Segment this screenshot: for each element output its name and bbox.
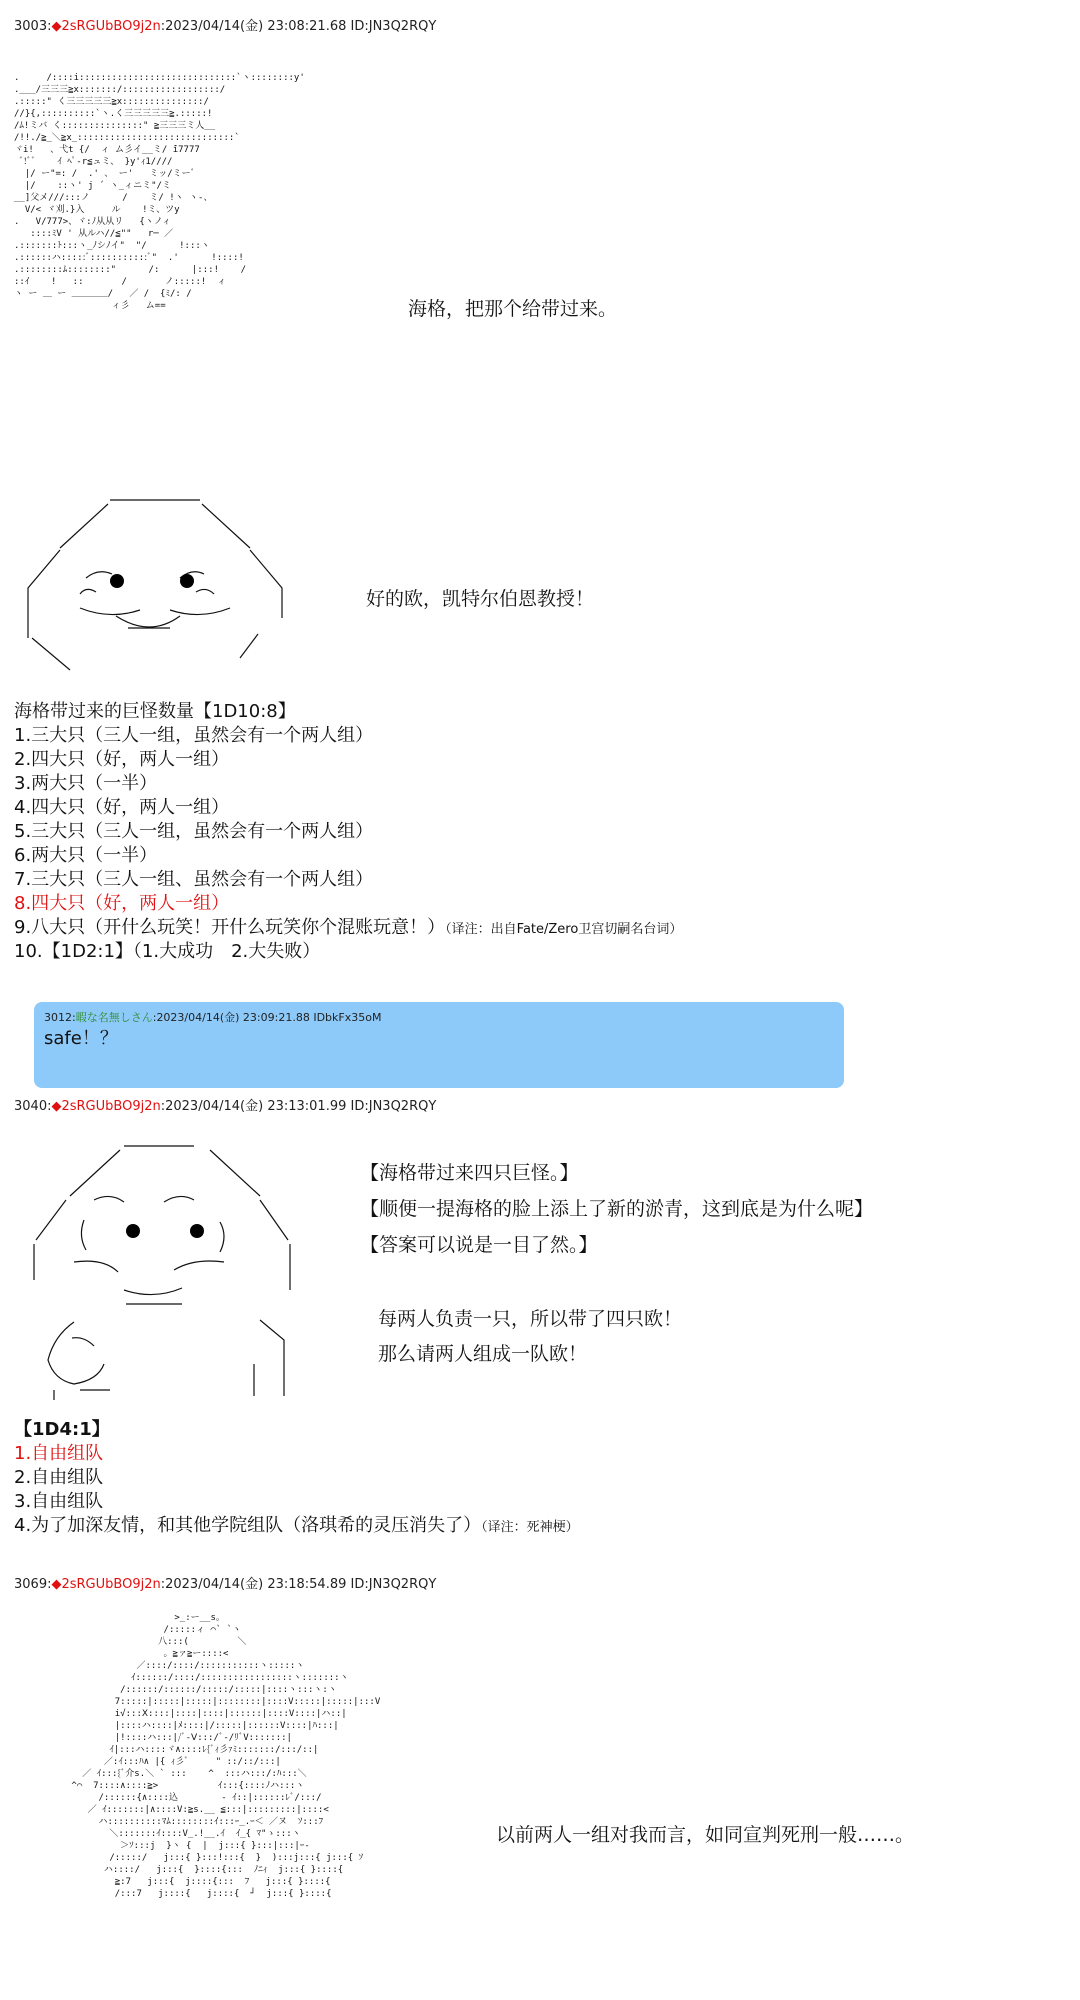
list-item: 6.两大只（一半） — [14, 845, 158, 866]
reply-id[interactable]: IDbkFx35oM — [313, 1011, 382, 1024]
post-number[interactable]: 3069 — [14, 1577, 48, 1592]
trip-diamond-icon: ◆ — [51, 1099, 62, 1114]
post-datetime: 2023/04/14(金) 23:08:21.68 — [165, 19, 347, 34]
narration-caption: 【答案可以说是一目了然。】 — [360, 1234, 598, 1256]
list-item: 5.三大只（三人一组，虽然会有一个两人组） — [14, 821, 374, 842]
post-number[interactable]: 3040 — [14, 1099, 48, 1114]
poster-id[interactable]: ID:JN3Q2RQY — [350, 19, 437, 34]
trip-diamond-icon: ◆ — [51, 1577, 62, 1592]
reply-name: 暇な名無しさん — [75, 1011, 153, 1024]
dice-result: 【1D4:1】 — [14, 1419, 110, 1440]
post-header: 3003:◆2sRGUbBO9j2n:2023/04/14(金) 23:08:21.68 ID:JN3Q2RQY — [14, 19, 437, 34]
dice-option-list — [14, 700, 682, 964]
face-ascii-art — [20, 488, 290, 678]
reply-post — [34, 1002, 844, 1088]
poster-name: 2sRGUbBO9j2n — [61, 1099, 161, 1114]
post-header: 3040:◆2sRGUbBO9j2n:2023/04/14(金) 23:13:01.99 ID:JN3Q2RQY — [14, 1099, 437, 1114]
reply-datetime: 2023/04/14(金) 23:09:21.88 — [156, 1011, 310, 1024]
list-item: 10.【1D2:1】（1.大成功 2.大失败） — [14, 941, 321, 962]
dialogue-caption: 每两人负责一只，所以带了四只欧！ — [378, 1308, 683, 1330]
list-item-text: 9.八大只（开什么玩笑！开什么玩笑你个混账玩意！） — [14, 917, 446, 938]
eye-icon — [190, 1224, 204, 1238]
list-item: 1.三大只（三人一组，虽然会有一个两人组） — [14, 725, 374, 746]
dialogue-caption: 好的欧，凯特尔伯恩教授！ — [366, 588, 595, 610]
reply-number[interactable]: 3012 — [44, 1011, 72, 1024]
poster-name: 2sRGUbBO9j2n — [61, 1577, 161, 1592]
poster-id[interactable]: ID:JN3Q2RQY — [350, 1099, 437, 1114]
post-number[interactable]: 3003 — [14, 19, 48, 34]
reply-body: safe！？ — [44, 1028, 118, 1049]
ascii-art-figure: >_:ー__s。 /:::::ィ ⌒` `ヽ 八:::( ＼ 。≧ァ≧ー::::< ／::::/::::/:::::::::::ヽ:::::ヽ ｲ::::::/::::/:::::::::::::::::ヽ:::::::ヽ /::::::/::::::/:::::/:::::|::::ヽ:::ヽ:ヽ 7:::::|:::::|:::::|::::::::|::::V:::::|:::::|:::V i√:::Ⅹ::::|::::|::::|::::::|::::V::::|ハ::| |::::ハ::::|ﾒ::::|/:::::|::::::V::::|ﾊ:::| |!::::ハ:::|/ﾞ‐Ⅴ:::/ﾞ‐/ﾘﾞV:::::::| ｲ|:::ハ::::ヾ∧::::ﾚ{ﾞｨ彡ｧﾐ:::::::/:::/::| ／:ｲ:::ﾊ∧ |{ ｨ彡ﾞ " ::/::/:::| ／ ｲ:::{ﾞ介s.＼ ` ::: ^ :::ハ:::/:ﾊ:::＼ ^⌒ 7::::∧::::≧> ｲ:::{::::ﾉハ:::ヽ /::::::{∧::::込 ‐ ｲ::|::::::ﾚﾞ/:::/ ／ ｲ:::::::|∧::::V:≧s.__ ≦:::|:::::::::|::::< ハ::::::::::ﾏﾑ::::::::ｲ:::ｰ_.ｰ＜ ／ヌ ｿ:::ﾌ ＼:::::::ｲ::::V_.!__.ｲ ｲ_{ ﾏ"ゝ:::ヽ ＞ｿ:::j }ヽ { | j:::{ }:::|:::|ｰ- /:::::/ j:::{ }:::!:::{ } ):::j:::{ j:::{ ｿ ハ::::/ j:::{ }::::{::: ﾉﾆｨ j:::{ }::::{ ≧:7 j:::{ j::::{::: ﾌ j:::{ }::::{ /:::7 j::::{ j::::{ ┘ j:::{ }::::{ — [71, 1613, 381, 1899]
list-item: 海格带过来的巨怪数量【1D10:8】 — [14, 701, 296, 722]
narration-caption: 【顺便一提海格的脸上添上了新的淤青，这到底是为什么呢】 — [360, 1198, 874, 1220]
post-header: 3069:◆2sRGUbBO9j2n:2023/04/14(金) 23:18:54.89 ID:JN3Q2RQY — [14, 1577, 437, 1592]
list-item: 3.自由组队 — [14, 1491, 104, 1512]
list-item — [14, 916, 682, 940]
eye-icon — [126, 1224, 140, 1238]
dialogue-caption: 那么请两人组成一队欧！ — [378, 1343, 588, 1365]
list-item-selected: 1.自由组队 — [14, 1443, 104, 1464]
list-item: 2.四大只（好，两人一组） — [14, 749, 230, 770]
list-item — [14, 1514, 579, 1538]
translator-note: （译注：出自Fate/Zero卫宫切嗣名台词） — [445, 922, 683, 937]
poster-id[interactable]: ID:JN3Q2RQY — [350, 1577, 437, 1592]
dialogue-caption: 以前两人一组对我而言，如同宣判死刑一般……。 — [496, 1824, 915, 1846]
list-item: 2.自由组队 — [14, 1467, 104, 1488]
eye-icon — [110, 574, 124, 588]
list-item: 7.三大只（三人一组、虽然会有一个两人组） — [14, 869, 374, 890]
post-datetime: 2023/04/14(金) 23:18:54.89 — [165, 1577, 347, 1592]
list-item: 4.四大只（好，两人一组） — [14, 797, 230, 818]
post-datetime: 2023/04/14(金) 23:13:01.99 — [165, 1099, 347, 1114]
dialogue-caption: 海格，把那个给带过来。 — [408, 298, 618, 320]
narration-caption: 【海格带过来四只巨怪。】 — [360, 1162, 579, 1184]
ascii-art-figure: . /::::i:::::::::::::::::::::::::::::`ヽ::::::::y' .___/三三三≧x:::::::/::::::::::::::::::/ .:::::" く三三三三三≧x:::::::::::::::/ //}{,::::::::::`ヽ.く三三三三三≧.:::::! /ﾑ!ミバ く:::::::::::::::" ≧三三三ミ人__ /!!./≧_＼≧x_:::::::::::::::::::::::::::::` ヾi! 、弋t {/ ィ ム彡イ__ミ/ ̄i7777 ﾞ!ﾞﾞ ｲ ﾍﾟ‐r≦ュミ、 }y'ｨ1//// |/ ー"=: / .' 、 ー' ミッ/ミーﾞ |/ ::ヽ' j ´ ヽ_ィニミ"/ミ __]父メ///:::ノ / ミ/ !ヽ ヽ-、 V/< ヾ刈.}入 ル !ミ、ツy . V/777>、ヾ:ﾉ从从リ {ヽノィ ::::ﾐV ' 从ルハ//≦"" r─ ／ .:::::::ﾄ:::ヽ_ﾉシﾉイ" "/ !:::ヽ .::::::ハ:::::ﾞ:::::::::::ﾞ" .' !::::! .::::::::ﾑ::::::::" /: |:::! / ::ｲ ! :: / ノ:::::! ィ ヽ ー ＿ ー ＿＿＿＿/ ／ / {ﾐ/: / ィ彡 ム== — [14, 73, 305, 311]
dice-option-list — [14, 1418, 579, 1538]
list-item-text: 4.为了加深友情，和其他学院组队（洛琪希的灵压消失了） — [14, 1515, 482, 1536]
trip-diamond-icon: ◆ — [51, 19, 62, 34]
eye-icon — [180, 574, 194, 588]
list-item-selected: 8.四大只（好，两人一组） — [14, 893, 230, 914]
poster-name: 2sRGUbBO9j2n — [61, 19, 161, 34]
reply-header: 3012:暇な名無しさん:2023/04/14(金) 23:09:21.88 IDbkFx35oM — [44, 1011, 382, 1024]
face-ascii-art — [14, 1140, 304, 1402]
translator-note: （译注：死神梗） — [481, 1520, 579, 1535]
list-item: 3.两大只（一半） — [14, 773, 158, 794]
